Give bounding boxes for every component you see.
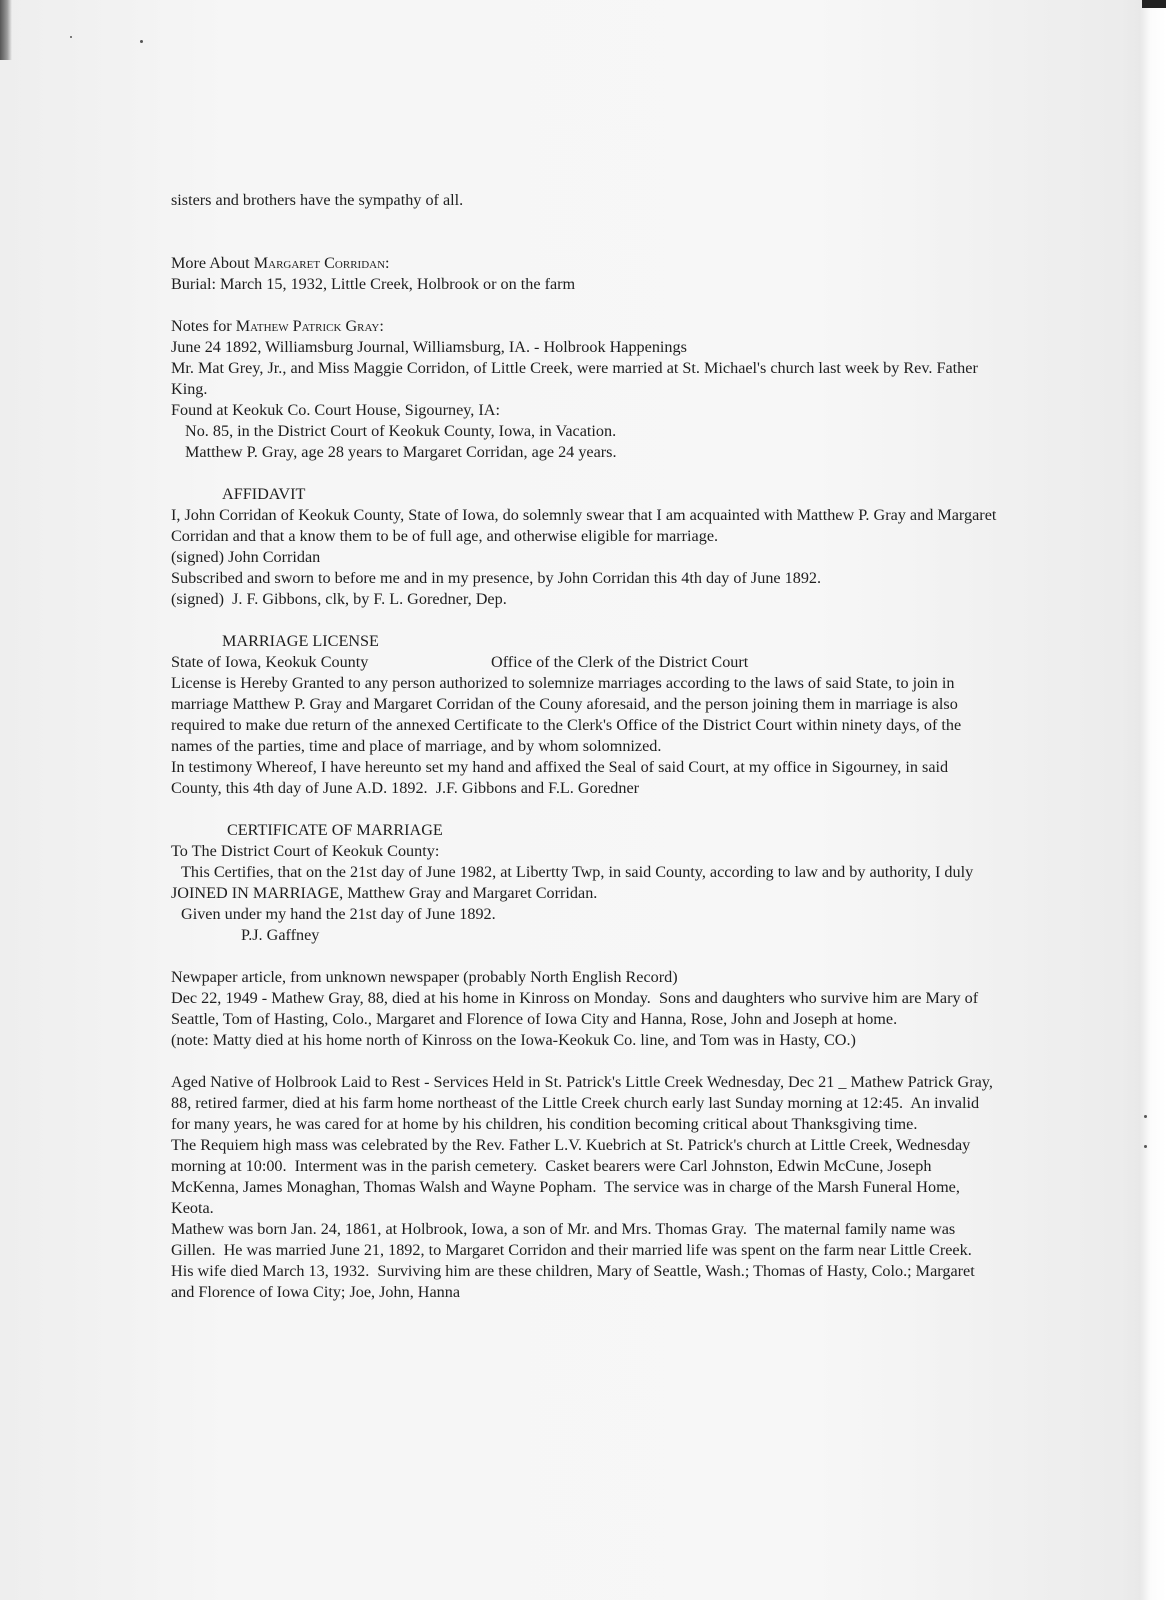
paragraph: (note: Matty died at his home north of Kinross on the Iowa-Keokuk Co. line, and Tom was in Hasty, CO.)	[171, 1031, 856, 1049]
section-heading	[171, 316, 1001, 337]
dust-speck	[1144, 1115, 1147, 1118]
paragraph: Burial: March 15, 1932, Little Creek, Holbrook or on the farm	[171, 275, 576, 293]
paragraph: Dec 22, 1949 - Mathew Gray, 88, died at his home in Kinross on Monday. Sons and daughters who survive him are Mary of Seattle, Tom of Hasting, Colo., Margaret and Florence of Iowa City and Hanna, Rose, John and Joseph at home.	[171, 989, 983, 1028]
paragraph: (signed) J. F. Gibbons, clk, by F. L. Goredner, Dep.	[171, 590, 507, 608]
section-heading	[171, 253, 1001, 274]
paragraph: To The District Court of Keokuk County:	[171, 842, 440, 860]
person-name: Mathew Patrick Gray:	[235, 317, 384, 335]
dust-speck	[70, 36, 72, 38]
paragraph: Found at Keokuk Co. Court House, Sigourney, IA:	[171, 401, 500, 419]
paragraph: June 24 1892, Williamsburg Journal, Williamsburg, IA. - Holbrook Happenings	[171, 338, 687, 356]
paragraph: This Certifies, that on the 21st day of June 1982, at Libertty Twp, in said County, according to law and by authority, I duly JOINED IN MARRIAGE, Matthew Gray and Margaret Corridan.	[171, 863, 978, 902]
paragraph: Aged Native of Holbrook Laid to Rest - Services Held in St. Patrick's Little Creek Wednesday, Dec 21 _ Mathew Patrick Gray, 88, retired farmer, died at his farm home northeast of the Little Creek church early last Sunday morning at 12:45. An invalid for many years, he was cared for at home by his children, his condition becoming critical about Thanksgiving time.	[171, 1073, 997, 1133]
paragraph: No. 85, in the District Court of Keokuk County, Iowa, in Vacation.	[185, 422, 617, 440]
document-body	[171, 190, 1001, 1303]
scan-mark	[1142, 0, 1166, 8]
heading-prefix: More About	[171, 254, 254, 272]
heading-prefix: Notes for	[171, 317, 236, 335]
paragraph: sisters and brothers have the sympathy of all.	[171, 191, 464, 209]
paragraph: Office of the Clerk of the District Court	[491, 653, 749, 671]
certificate-heading: CERTIFICATE OF MARRIAGE	[227, 821, 443, 839]
paragraph: Newpaper article, from unknown newspaper (probably North English Record)	[171, 968, 678, 986]
signature-line: P.J. Gaffney	[241, 926, 320, 944]
page-edge-right	[1140, 0, 1166, 1600]
paragraph: Subscribed and sworn to before me and in my presence, by John Corridan this 4th day of June 1892.	[171, 569, 822, 587]
paragraph: The Requiem high mass was celebrated by the Rev. Father L.V. Kuebrich at St. Patrick's church at Little Creek, Wednesday morning at 10:00. Interment was in the parish cemetery. Casket bearers were Carl Johnston, Edwin McCune, Joseph McKenna, James Monaghan, Thomas Walsh and Wayne Popham. The service was in charge of the Marsh Funeral Home, Keota.	[171, 1136, 975, 1217]
paragraph: State of Iowa, Keokuk County	[171, 653, 369, 671]
paragraph: In testimony Whereof, I have hereunto set my hand and affixed the Seal of said Court, at my office in Sigourney, in said County, this 4th day of June A.D. 1892. J.F. Gibbons and F.L. Goredner	[171, 758, 953, 797]
license-heading: MARRIAGE LICENSE	[222, 632, 379, 650]
paragraph: Given under my hand the 21st day of June 1892.	[181, 905, 496, 923]
person-name: Margaret Corridan:	[253, 254, 390, 272]
paragraph: (signed) John Corridan	[171, 548, 321, 566]
paragraph: License is Hereby Granted to any person authorized to solemnize marriages according to the laws of said State, to join in marriage Matthew P. Gray and Margaret Corridan of the Couny aforesaid, and the person joining them in marriage is also required to make due return of the annexed Certificate to the Clerk's Office of the District Court within ninety days, of the names of the parties, time and place of marriage, and by whom solomnized.	[171, 674, 966, 755]
affidavit-heading: AFFIDAVIT	[222, 485, 306, 503]
page-edge-shadow	[0, 0, 12, 60]
paragraph: Mathew was born Jan. 24, 1861, at Holbrook, Iowa, a son of Mr. and Mrs. Thomas Gray. The maternal family name was Gillen. He was married June 21, 1892, to Margaret Corridon and their married life was spent on the farm near Little Creek. His wife died March 13, 1932. Surviving him are these children, Mary of Seattle, Wash.; Thomas of Hasty, Colo.; Margaret and Florence of Iowa City; Joe, John, Hanna	[171, 1220, 980, 1301]
paragraph: Mr. Mat Grey, Jr., and Miss Maggie Corridon, of Little Creek, were married at St. Michael's church last week by Rev. Father King.	[171, 359, 982, 398]
license-header-row	[171, 652, 1001, 673]
paragraph: I, John Corridan of Keokuk County, State of Iowa, do solemnly swear that I am acquainted with Matthew P. Gray and Margaret Corridan and that a know them to be of full age, and otherwise eligible for marriage.	[171, 506, 1001, 545]
dust-speck	[1144, 1145, 1147, 1148]
dust-speck	[140, 40, 143, 43]
paragraph: Matthew P. Gray, age 28 years to Margaret Corridan, age 24 years.	[185, 443, 617, 461]
